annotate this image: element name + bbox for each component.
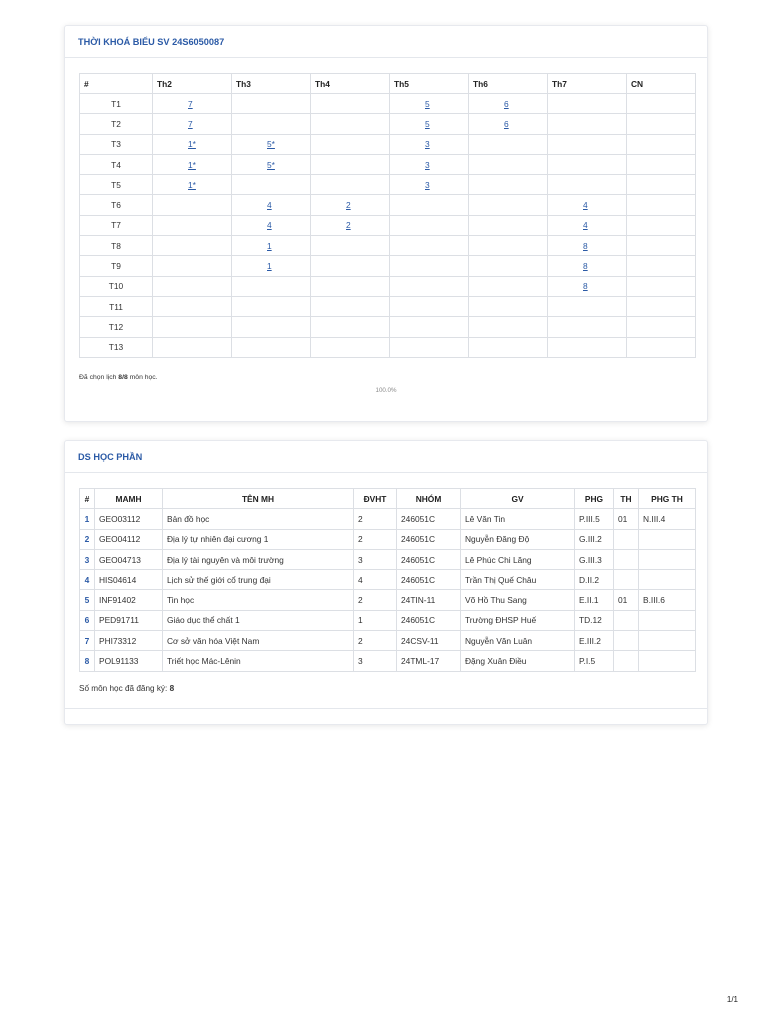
schedule-cell — [153, 317, 232, 337]
schedule-cell — [548, 195, 627, 215]
schedule-row — [80, 256, 696, 276]
course-cell: 5 — [80, 590, 95, 610]
schedule-cell — [153, 276, 232, 296]
table-row — [80, 549, 696, 569]
schedule-cell — [627, 175, 696, 195]
schedule-col-header: Th2 — [153, 74, 232, 94]
course-col-header: ĐVHT — [354, 489, 397, 509]
course-table — [79, 488, 696, 672]
schedule-cell — [232, 175, 311, 195]
count-label: Số môn học đã đăng ký: — [79, 684, 170, 693]
course-cell: Tin học — [163, 590, 354, 610]
course-col-header: NHÓM — [397, 489, 461, 509]
course-cell: Nguyễn Đăng Độ — [461, 529, 575, 549]
course-link[interactable]: 3 — [425, 159, 430, 170]
course-cell: POL91133 — [95, 651, 163, 671]
schedule-cell — [627, 94, 696, 114]
schedule-row — [80, 337, 696, 357]
schedule-cell — [232, 114, 311, 134]
table-row — [80, 610, 696, 630]
schedule-cell — [390, 154, 469, 174]
course-cell: Trường ĐHSP Huế — [461, 610, 575, 630]
schedule-cell — [153, 154, 232, 174]
course-cell: 246051C — [397, 610, 461, 630]
period-label: T9 — [80, 256, 153, 276]
course-link[interactable]: 1* — [188, 179, 196, 190]
course-link[interactable]: 1 — [267, 261, 272, 272]
course-cell: HIS04614 — [95, 570, 163, 590]
course-link[interactable]: 8 — [583, 281, 588, 292]
schedule-cell — [548, 317, 627, 337]
schedule-row — [80, 195, 696, 215]
course-cell — [614, 549, 639, 569]
course-cell — [614, 651, 639, 671]
period-label: T7 — [80, 215, 153, 235]
period-label: T4 — [80, 154, 153, 174]
schedule-cell — [153, 296, 232, 316]
course-header-row — [80, 489, 696, 509]
progress-percent: 100.0% — [375, 387, 397, 394]
schedule-cell — [548, 114, 627, 134]
count-value: 8 — [169, 684, 175, 693]
table-row — [80, 631, 696, 651]
course-cell: 01 — [614, 509, 639, 529]
schedule-cell — [311, 296, 390, 316]
schedule-title: THỜI KHOÁ BIỂU SV 24S6050087 — [65, 26, 707, 58]
table-row — [80, 509, 696, 529]
schedule-cell — [390, 236, 469, 256]
course-cell: 2 — [354, 631, 397, 651]
course-cell: Cơ sở văn hóa Việt Nam — [163, 631, 354, 651]
course-link[interactable]: 5 — [425, 98, 430, 109]
schedule-cell — [153, 114, 232, 134]
schedule-cell — [627, 114, 696, 134]
course-cell: 24CSV-11 — [397, 631, 461, 651]
schedule-row — [80, 134, 696, 154]
course-link[interactable]: 1* — [188, 139, 196, 150]
schedule-cell — [153, 134, 232, 154]
course-cell: D.II.2 — [575, 570, 614, 590]
schedule-cell — [548, 134, 627, 154]
schedule-cell — [311, 175, 390, 195]
course-link[interactable]: 5 — [425, 118, 430, 129]
schedule-cell — [311, 154, 390, 174]
course-cell: 3 — [354, 651, 397, 671]
schedule-cell — [390, 276, 469, 296]
course-col-header: MAMH — [95, 489, 163, 509]
course-link[interactable]: 5* — [267, 139, 275, 150]
schedule-cell — [627, 215, 696, 235]
course-cell: 1 — [80, 509, 95, 529]
schedule-cell — [548, 256, 627, 276]
schedule-cell — [311, 114, 390, 134]
course-cell: 246051C — [397, 570, 461, 590]
schedule-header-row — [80, 74, 696, 94]
course-cell: Lê Văn Tin — [461, 509, 575, 529]
course-col-header: TH — [614, 489, 639, 509]
schedule-cell — [469, 195, 548, 215]
schedule-cell — [232, 337, 311, 357]
course-cell: 3 — [354, 549, 397, 569]
schedule-cell — [311, 94, 390, 114]
course-link[interactable]: 3 — [425, 179, 430, 190]
schedule-cell — [390, 134, 469, 154]
schedule-cell — [469, 94, 548, 114]
course-col-header: GV — [461, 489, 575, 509]
course-cell: Võ Hồ Thu Sang — [461, 590, 575, 610]
schedule-row — [80, 276, 696, 296]
period-label: T12 — [80, 317, 153, 337]
course-cell: Bản đồ học — [163, 509, 354, 529]
course-cell — [639, 549, 696, 569]
course-cell: 2 — [354, 509, 397, 529]
course-link[interactable]: 5* — [267, 159, 275, 170]
course-link[interactable]: 1* — [188, 159, 196, 170]
schedule-cell — [548, 296, 627, 316]
course-cell: Trần Thị Quế Châu — [461, 570, 575, 590]
summary-suffix: môn học. — [127, 374, 158, 381]
course-cell: P.I.5 — [575, 651, 614, 671]
schedule-col-header: Th4 — [311, 74, 390, 94]
schedule-cell — [469, 236, 548, 256]
course-link[interactable]: 4 — [583, 200, 588, 211]
schedule-cell — [627, 154, 696, 174]
period-label: T3 — [80, 134, 153, 154]
period-label: T11 — [80, 296, 153, 316]
card-footer-divider — [65, 708, 707, 709]
schedule-cell — [390, 337, 469, 357]
schedule-cell — [390, 215, 469, 235]
schedule-card — [64, 25, 708, 422]
course-col-header: TÊN MH — [163, 489, 354, 509]
schedule-cell — [469, 256, 548, 276]
period-label: T8 — [80, 236, 153, 256]
course-cell: 01 — [614, 590, 639, 610]
course-cell: GEO04112 — [95, 529, 163, 549]
schedule-cell — [469, 215, 548, 235]
course-cell: B.III.6 — [639, 590, 696, 610]
course-cell — [639, 631, 696, 651]
schedule-cell — [232, 215, 311, 235]
schedule-cell — [232, 236, 311, 256]
course-cell: 246051C — [397, 529, 461, 549]
course-cell: 2 — [80, 529, 95, 549]
schedule-cell — [390, 317, 469, 337]
schedule-cell — [311, 195, 390, 215]
course-cell: 24TIN-11 — [397, 590, 461, 610]
period-label: T6 — [80, 195, 153, 215]
course-cell: 2 — [354, 529, 397, 549]
schedule-col-header: CN — [627, 74, 696, 94]
schedule-cell — [469, 337, 548, 357]
course-link[interactable]: 8 — [583, 240, 588, 251]
schedule-cell — [390, 296, 469, 316]
course-list-card — [64, 440, 708, 725]
table-row — [80, 590, 696, 610]
course-cell: N.III.4 — [639, 509, 696, 529]
course-link[interactable]: 2 — [346, 200, 351, 211]
course-link[interactable]: 6 — [504, 98, 509, 109]
schedule-cell — [311, 276, 390, 296]
schedule-col-header: Th6 — [469, 74, 548, 94]
schedule-cell — [232, 94, 311, 114]
course-cell: INF91402 — [95, 590, 163, 610]
course-link[interactable]: 1 — [267, 240, 272, 251]
course-cell: Triết học Mác-Lênin — [163, 651, 354, 671]
course-cell: G.III.2 — [575, 529, 614, 549]
schedule-cell — [469, 317, 548, 337]
schedule-cell — [311, 236, 390, 256]
course-col-header: PHG — [575, 489, 614, 509]
course-cell: G.III.3 — [575, 549, 614, 569]
course-cell — [614, 610, 639, 630]
course-cell: 24TML-17 — [397, 651, 461, 671]
schedule-cell — [153, 256, 232, 276]
schedule-row — [80, 317, 696, 337]
course-cell: 1 — [354, 610, 397, 630]
table-row — [80, 529, 696, 549]
course-cell — [614, 570, 639, 590]
schedule-cell — [627, 256, 696, 276]
course-link[interactable]: 3 — [425, 139, 430, 150]
schedule-cell — [232, 134, 311, 154]
schedule-cell — [548, 337, 627, 357]
course-cell: E.II.1 — [575, 590, 614, 610]
course-cell — [614, 631, 639, 651]
course-cell: GEO03112 — [95, 509, 163, 529]
course-cell: 6 — [80, 610, 95, 630]
course-cell: 3 — [80, 549, 95, 569]
schedule-cell — [153, 337, 232, 357]
schedule-cell — [232, 195, 311, 215]
course-cell: 246051C — [397, 549, 461, 569]
course-cell: 7 — [80, 631, 95, 651]
course-cell: Địa lý tài nguyên và môi trường — [163, 549, 354, 569]
schedule-cell — [627, 195, 696, 215]
schedule-cell — [548, 236, 627, 256]
schedule-cell — [390, 256, 469, 276]
schedule-cell — [627, 236, 696, 256]
course-cell: 246051C — [397, 509, 461, 529]
course-link[interactable]: 4 — [583, 220, 588, 231]
schedule-cell — [232, 317, 311, 337]
schedule-row — [80, 296, 696, 316]
course-cell: TD.12 — [575, 610, 614, 630]
schedule-row — [80, 215, 696, 235]
schedule-row — [80, 94, 696, 114]
course-cell — [639, 610, 696, 630]
course-cell: Địa lý tự nhiên đại cương 1 — [163, 529, 354, 549]
schedule-cell — [232, 256, 311, 276]
course-cell: 8 — [80, 651, 95, 671]
schedule-cell — [311, 337, 390, 357]
course-cell — [614, 529, 639, 549]
schedule-cell — [153, 236, 232, 256]
schedule-row — [80, 175, 696, 195]
course-cell — [639, 529, 696, 549]
summary-prefix: Đã chọn lịch — [79, 374, 119, 381]
schedule-cell — [153, 94, 232, 114]
schedule-col-header: Th5 — [390, 74, 469, 94]
period-label: T10 — [80, 276, 153, 296]
schedule-cell — [311, 215, 390, 235]
schedule-cell — [548, 276, 627, 296]
summary-value: 8/8 — [118, 374, 128, 381]
schedule-cell — [153, 215, 232, 235]
schedule-summary — [79, 374, 158, 381]
schedule-cell — [548, 94, 627, 114]
course-cell: Giáo dục thể chất 1 — [163, 610, 354, 630]
schedule-cell — [153, 175, 232, 195]
course-link[interactable]: 7 — [188, 98, 193, 109]
course-link[interactable]: 2 — [346, 220, 351, 231]
period-label: T2 — [80, 114, 153, 134]
schedule-cell — [627, 134, 696, 154]
course-cell: PHI73312 — [95, 631, 163, 651]
course-cell: PED91711 — [95, 610, 163, 630]
schedule-col-header: # — [80, 74, 153, 94]
schedule-col-header: Th3 — [232, 74, 311, 94]
schedule-row — [80, 236, 696, 256]
course-cell: GEO04713 — [95, 549, 163, 569]
course-cell — [639, 570, 696, 590]
schedule-cell — [390, 114, 469, 134]
course-list-title: DS HỌC PHẦN — [65, 441, 707, 473]
schedule-row — [80, 154, 696, 174]
schedule-cell — [469, 154, 548, 174]
course-cell: 2 — [354, 590, 397, 610]
period-label: T13 — [80, 337, 153, 357]
course-link[interactable]: 4 — [267, 220, 272, 231]
schedule-cell — [390, 195, 469, 215]
course-cell: Nguyễn Văn Luân — [461, 631, 575, 651]
course-cell: P.III.5 — [575, 509, 614, 529]
schedule-cell — [469, 276, 548, 296]
page-number: 1/1 — [726, 995, 738, 1004]
schedule-cell — [627, 296, 696, 316]
schedule-row — [80, 114, 696, 134]
course-link[interactable]: 7 — [188, 118, 193, 129]
schedule-cell — [390, 94, 469, 114]
schedule-cell — [627, 337, 696, 357]
schedule-cell — [469, 134, 548, 154]
course-col-header: # — [80, 489, 95, 509]
schedule-cell — [232, 276, 311, 296]
course-count — [79, 684, 174, 693]
course-cell: 4 — [354, 570, 397, 590]
schedule-cell — [548, 215, 627, 235]
course-link[interactable]: 4 — [267, 200, 272, 211]
schedule-cell — [469, 175, 548, 195]
schedule-cell — [311, 317, 390, 337]
course-cell: Đặng Xuân Điều — [461, 651, 575, 671]
course-cell: Lê Phúc Chi Lăng — [461, 549, 575, 569]
course-cell: 4 — [80, 570, 95, 590]
course-cell: E.III.2 — [575, 631, 614, 651]
schedule-cell — [232, 296, 311, 316]
schedule-cell — [548, 175, 627, 195]
table-row — [80, 570, 696, 590]
course-cell — [639, 651, 696, 671]
schedule-cell — [627, 317, 696, 337]
schedule-cell — [153, 195, 232, 215]
schedule-cell — [232, 154, 311, 174]
period-label: T1 — [80, 94, 153, 114]
course-link[interactable]: 6 — [504, 118, 509, 129]
schedule-grid — [79, 73, 696, 358]
schedule-col-header: Th7 — [548, 74, 627, 94]
schedule-cell — [311, 256, 390, 276]
table-row — [80, 651, 696, 671]
schedule-cell — [627, 276, 696, 296]
course-cell: Lịch sử thế giới cổ trung đại — [163, 570, 354, 590]
schedule-cell — [469, 296, 548, 316]
course-col-header: PHG TH — [639, 489, 696, 509]
schedule-cell — [311, 134, 390, 154]
schedule-cell — [548, 154, 627, 174]
course-link[interactable]: 8 — [583, 261, 588, 272]
schedule-cell — [390, 175, 469, 195]
period-label: T5 — [80, 175, 153, 195]
schedule-cell — [469, 114, 548, 134]
